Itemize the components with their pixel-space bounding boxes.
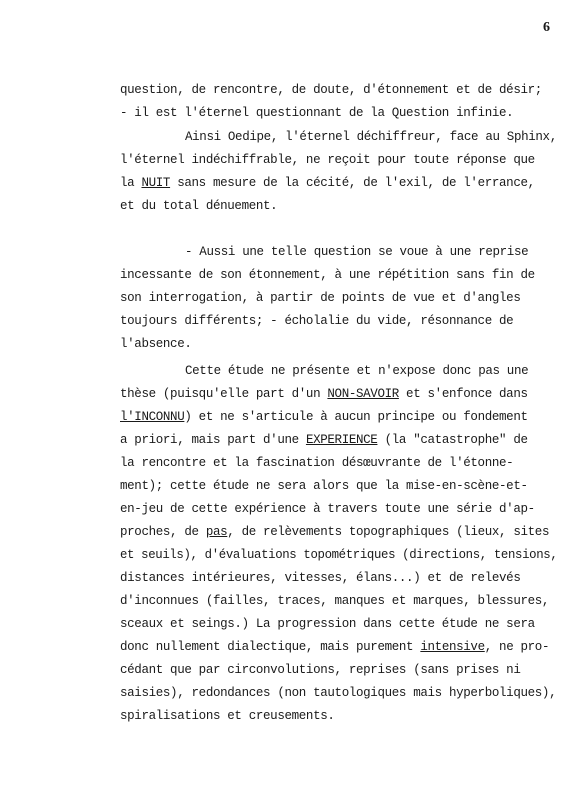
text-line [120,479,528,494]
underlined-term: intensive [420,640,485,654]
underlined-term: NON-SAVOIR [327,387,399,401]
text-line [120,314,513,329]
text-line [120,617,535,632]
underlined-term: EXPERIENCE [305,433,378,447]
text-line [120,686,556,701]
text-segment: - il est l'éternel questionnant de la Question infinie. [120,106,514,120]
underlined-term: NUIT [141,176,171,190]
text-segment: - Aussi une telle question se voue à une reprise [185,245,529,259]
text-line [120,594,549,609]
text-segment: incessante de son étonnement, à une répétition sans fin de [120,268,535,282]
text-segment: distances intérieures, vitesses, élans...) et de relevés [120,571,521,585]
text-segment: spiralisations et creusements. [120,709,335,723]
text-segment: ) et ne s'articule à aucun principe ou fondement [184,410,528,424]
text-line [120,106,513,121]
text-line [120,176,535,191]
text-segment: et du total dénuement. [120,199,278,213]
text-line [120,153,535,168]
text-line [120,83,542,98]
text-line [120,456,513,471]
text-segment: sceaux et seings.) La progression dans cette étude ne sera [120,617,535,631]
text-line [120,502,535,517]
underlined-term: pas [205,525,228,539]
text-segment: a priori, mais part d'une [120,433,306,447]
text-line [120,525,549,540]
text-segment: son interrogation, à partir de points de vue et d'angles [120,291,521,305]
text-segment: la [120,176,142,190]
text-segment: Ainsi Oedipe, l'éternel déchiffreur, face au Sphinx, [185,130,557,144]
text-segment: , de relèvements topographiques (lieux, sites [227,525,550,539]
page-number: 6 [543,20,550,35]
text-line [120,199,277,214]
text-segment: (la "catastrophe" de [377,433,528,447]
text-segment: l'éternel indéchiffrable, ne reçoit pour toute réponse que [120,153,535,167]
text-segment: toujours différents; - écholalie du vide, résonnance de [120,314,514,328]
underlined-term: l'INCONNU [120,410,185,424]
text-segment: proches, de [120,525,206,539]
text-line [120,387,528,402]
text-segment: et seuils), d'évaluations topométriques (directions, tensions, [120,548,558,562]
text-line [120,337,192,352]
text-line [120,571,520,586]
text-segment: ment); cette étude ne sera alors que la mise-en-scène-et- [120,479,528,493]
text-segment: donc nullement dialectique, mais purement [120,640,421,654]
text-line [120,640,549,655]
text-segment: l'absence. [120,337,192,351]
text-line [185,364,528,379]
text-segment: sans mesure de la cécité, de l'exil, de l'errance, [170,176,535,190]
text-line [185,245,528,260]
text-segment: en-jeu de cette expérience à travers toute une série d'ap- [120,502,535,516]
text-segment: et s'enfonce dans [398,387,528,401]
text-segment: Cette étude ne présente et n'expose donc pas une [185,364,529,378]
text-line [120,433,528,448]
text-line [120,268,535,283]
text-line [120,291,520,306]
text-line [120,709,335,724]
text-line [120,548,557,563]
text-segment: cédant que par circonvolutions, reprises (sans prises ni [120,663,521,677]
text-segment: saisies), redondances (non tautologiques mais hyperboliques), [120,686,557,700]
text-segment: la rencontre et la fascination désœuvrante de l'étonne- [120,456,514,470]
text-segment: d'inconnues (failles, traces, manques et marques, blessures, [120,594,550,608]
text-segment: thèse (puisqu'elle part d'un [120,387,328,401]
text-segment: question, de rencontre, de doute, d'étonnement et de désir; [120,83,542,97]
text-line [120,410,528,425]
text-line [185,130,557,145]
text-segment: , ne pro- [484,640,550,654]
text-line [120,663,520,678]
